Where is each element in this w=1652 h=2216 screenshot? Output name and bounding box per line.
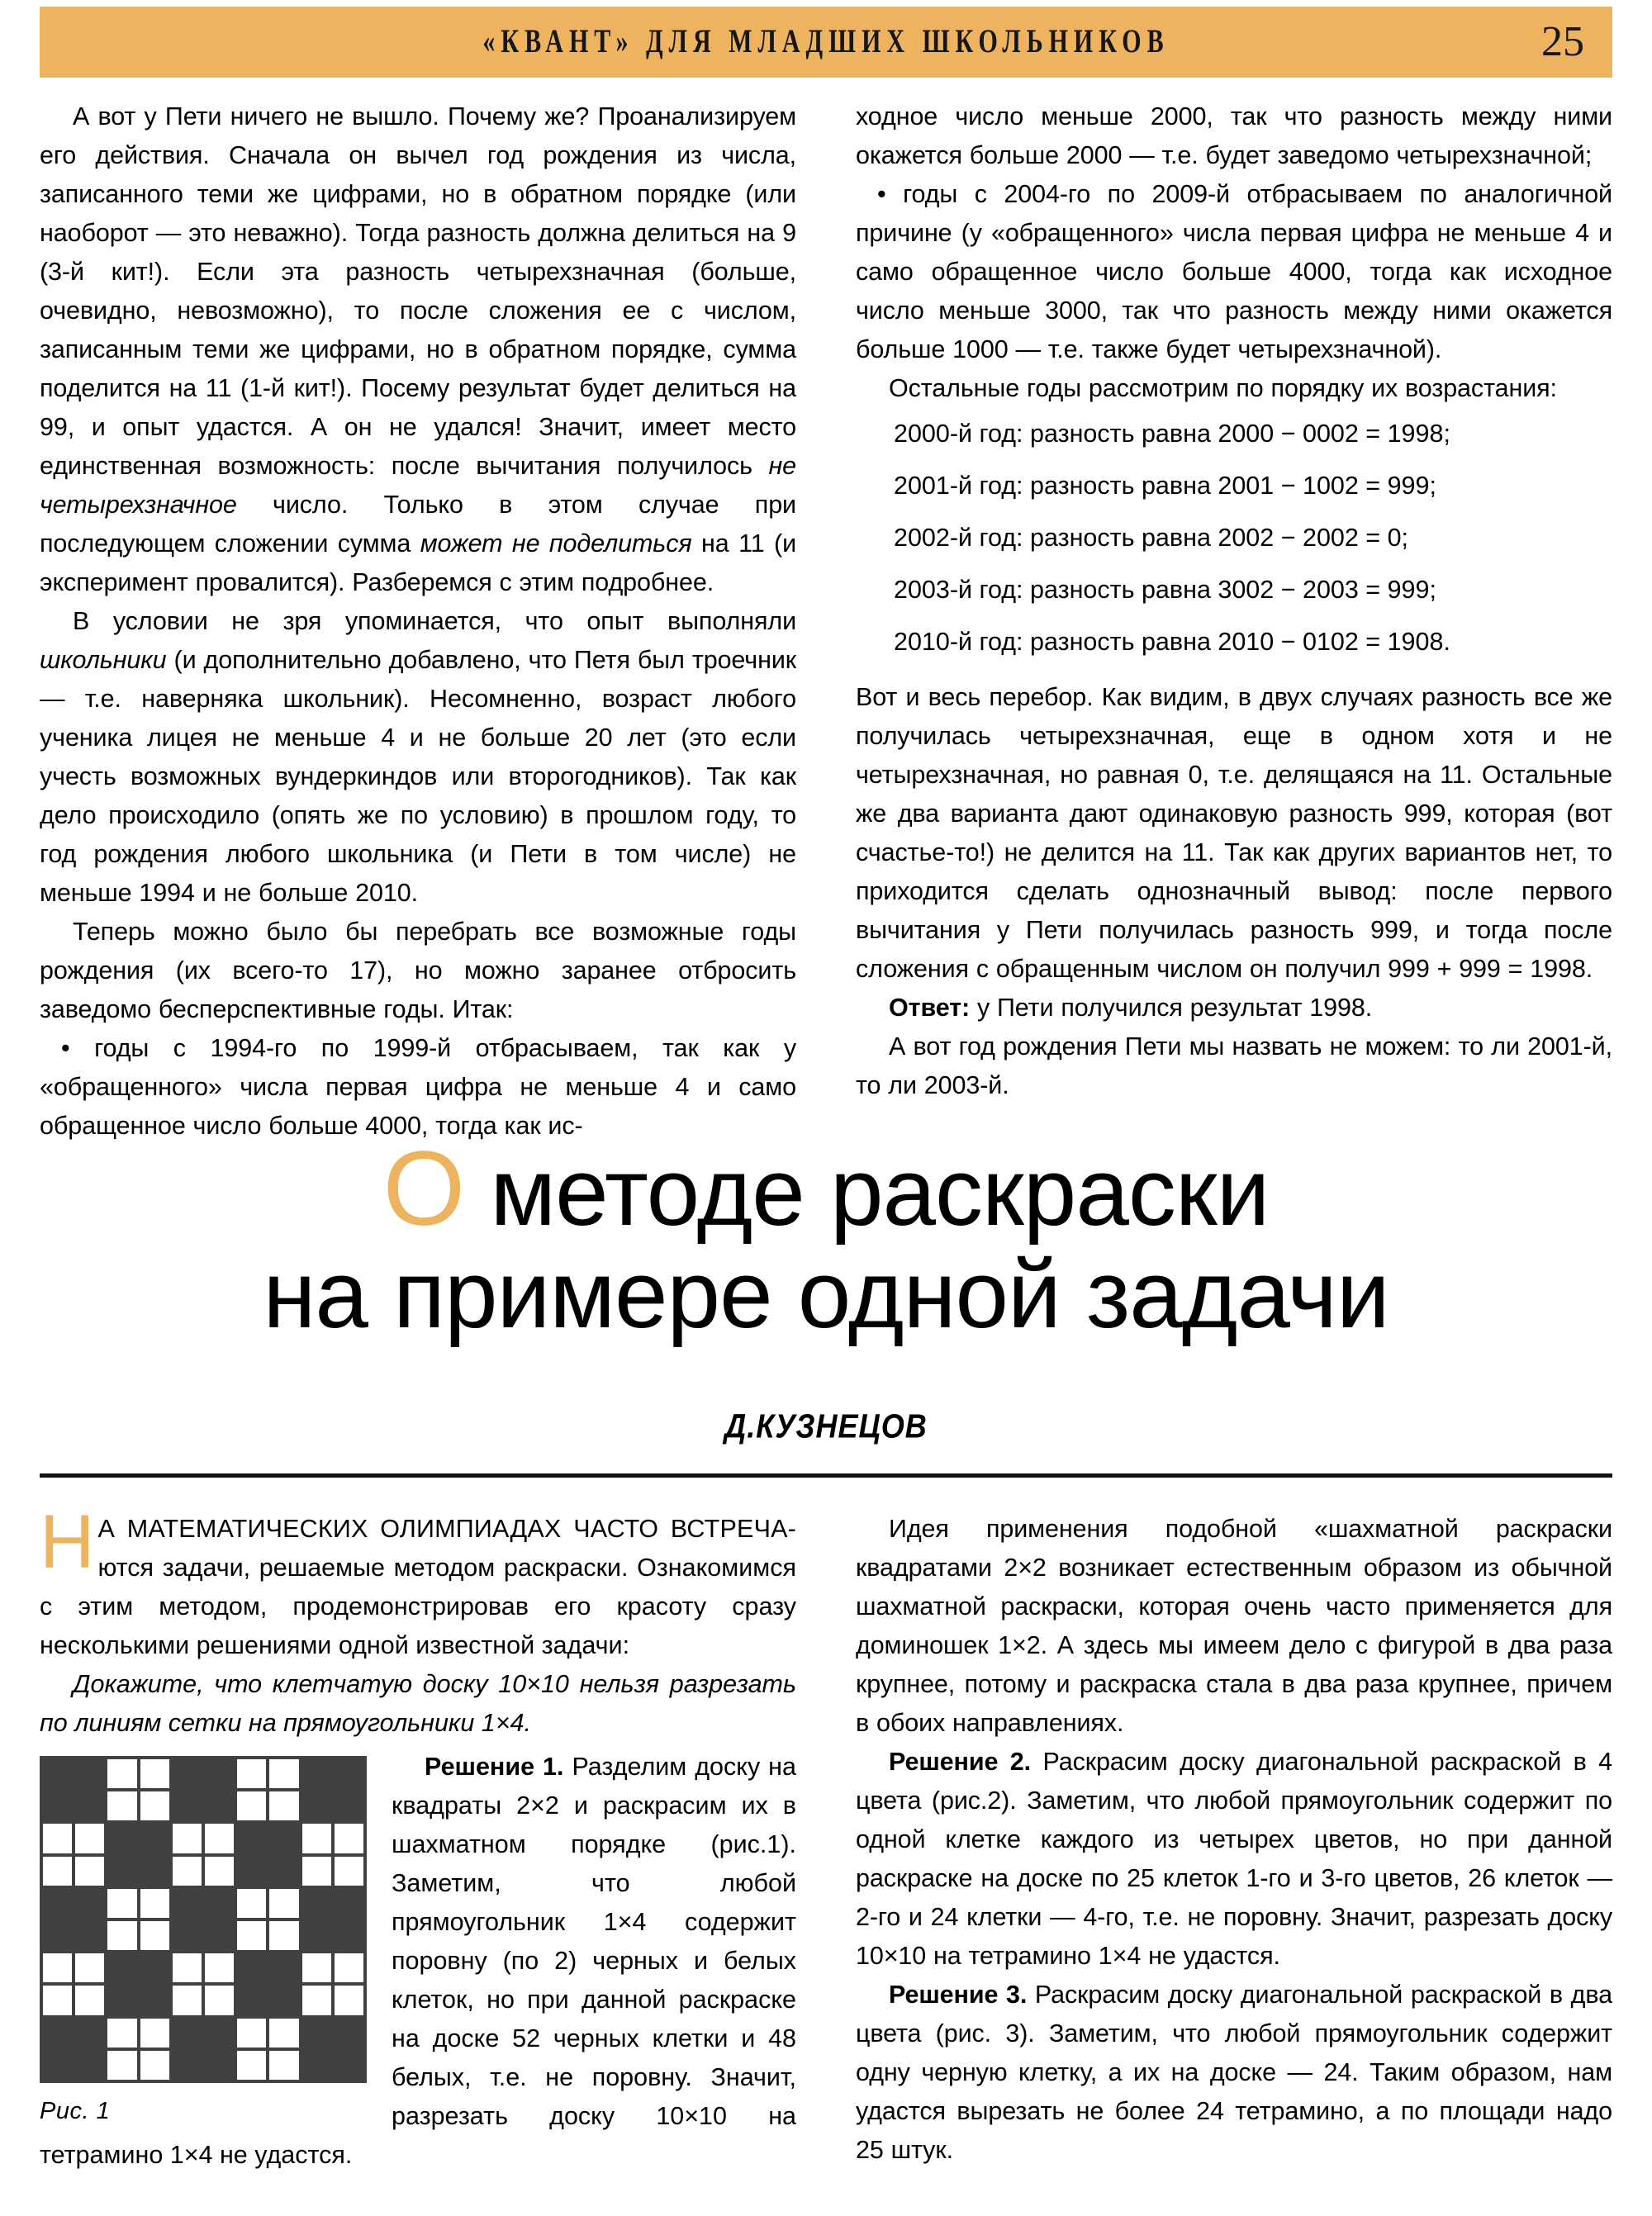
- board-cell: [41, 1952, 74, 1984]
- board-cell: [106, 1919, 138, 1952]
- board-cell: [301, 1758, 333, 1790]
- board-cell: [171, 2049, 203, 2081]
- board-cell: [139, 2049, 171, 2081]
- board-cell: [203, 2017, 235, 2049]
- equation-2002: 2002-й год: разность равна 2002 − 2002 = 0;: [894, 524, 1409, 552]
- board-cell: [268, 1984, 300, 2016]
- board-cell: [203, 1919, 235, 1952]
- board-cell: [106, 1790, 138, 1822]
- board-cell: [203, 1887, 235, 1919]
- paragraph-remaining-years: Остальные годы рассмотрим по порядку их возрастания:: [889, 374, 1557, 402]
- solution-3-paragraph: [856, 1976, 1612, 2170]
- board-cell: [268, 1855, 300, 1887]
- board-cell: [41, 1758, 74, 1790]
- board-cell: [74, 1822, 106, 1854]
- lead-paragraph: [40, 1500, 796, 1665]
- board-cell: [139, 1984, 171, 2016]
- board-cell: [301, 1952, 333, 1984]
- board-cell: [106, 1822, 138, 1854]
- para-analysis-italic2: может не поделиться: [420, 529, 692, 558]
- para-school-part1: В условии не зря упоминается, что опыт выполняли: [73, 607, 796, 635]
- figure-1: [40, 1756, 370, 2125]
- board-cell: [333, 1952, 365, 1984]
- title-line2: на примере одной задачи: [263, 1241, 1389, 1348]
- board-cell: [74, 1855, 106, 1887]
- board-cell: [268, 1758, 300, 1790]
- board-cell: [235, 1790, 268, 1822]
- paragraph-birth-year-unknown: А вот год рождения Пети мы назвать не можем: то ли 2001-й, то ли 2003-й.: [856, 1032, 1612, 1099]
- para-analysis-part3: на 11 (и эксперимент провалится). Разберемся с этим подробнее.: [40, 529, 796, 596]
- board-cell: [139, 2017, 171, 2049]
- board-cell: [139, 1855, 171, 1887]
- paragraph-schoolchildren: [40, 602, 796, 913]
- board-cell: [235, 1887, 268, 1919]
- board-cell: [74, 1984, 106, 2016]
- board-cell: [301, 1984, 333, 2016]
- dropcap-n: Н: [40, 1500, 95, 1584]
- paragraph-analysis: [40, 97, 796, 602]
- board-cell: [171, 1919, 203, 1952]
- board-cell: [333, 1758, 365, 1790]
- board-cell: [74, 2049, 106, 2081]
- board-cell: [106, 1855, 138, 1887]
- board-cell: [41, 2049, 74, 2081]
- answer-paragraph: [856, 989, 1612, 1027]
- board-cell: [333, 1790, 365, 1822]
- board-cell: [106, 2017, 138, 2049]
- board-cell: [41, 2017, 74, 2049]
- board-cell: [74, 1952, 106, 1984]
- board-cell: [235, 1855, 268, 1887]
- page-number: 25: [1541, 18, 1584, 65]
- answer-text: у Пети получился результат 1998.: [970, 994, 1373, 1022]
- para-school-italic: школьники: [40, 646, 167, 674]
- bullet-years-1994-1999: • годы с 1994-го по 1999-й отбрасываем, так как у «обращенного» числа первая цифра не меньше 4 и само обращенное число больше 4000, тогда как ис-: [40, 1034, 796, 1140]
- board-cell: [171, 1984, 203, 2016]
- equation-2000: 2000-й год: разность равна 2000 − 0002 = 1998;: [894, 420, 1450, 448]
- board-cell: [268, 1822, 300, 1854]
- title-dropcap-o: О: [382, 1130, 465, 1248]
- board-cell: [268, 1952, 300, 1984]
- board-cell: [235, 1822, 268, 1854]
- board-cell: [139, 1790, 171, 1822]
- board-cell: [203, 1758, 235, 1790]
- lead-smallcaps: А МАТЕМАТИЧЕСКИХ ОЛИМПИАДАХ ЧАСТО ВСТРЕЧА-: [97, 1515, 796, 1543]
- top-article-columns: [40, 97, 1612, 1146]
- board-cell: [106, 1758, 138, 1790]
- board-cell: [301, 1855, 333, 1887]
- lead-rest: ются задачи, решаемые методом раскраски. Ознакомимся с этим методом, продемонстрировав его красоту сразу несколькими решениями одной известной задачи:: [40, 1554, 796, 1659]
- board-cell: [139, 1887, 171, 1919]
- board-cell: [235, 1919, 268, 1952]
- equation-2001: 2001-й год: разность равна 2001 − 1002 = 999;: [894, 472, 1436, 500]
- board-cell: [41, 1855, 74, 1887]
- board-cell: [301, 1822, 333, 1854]
- board-cell: [203, 1952, 235, 1984]
- page-running-head: [40, 7, 1612, 78]
- para-analysis-part2: число. Только в этом случае при последующем сложении сумма: [40, 491, 796, 558]
- solution-3-text: Раскрасим доску диагональной раскраской в два цвета (рис. 3). Заметим, что любой прямоугольник содержит одну черную клетку, а их на доске — 24. Таким образом, нам удастся вырезать не более 24 тетрамино, а по площади надо 25 штук.: [856, 1981, 1612, 2164]
- equation-list: [856, 408, 1612, 668]
- paragraph-conclusion: Вот и весь перебор. Как видим, в двух случаях разность все же получилась четырехзначная, еще в одном хотя и не четырехзначная, но равная 0, т.е. делящаяся на 11. Остальные же два варианта дают одинаковую разность 999, которая (вот счастье-то!) не делится на 11. Так как других вариантов нет, то приходится сделать однозначный вывод: после первого вычитания у Пети получилась разность 999, и тогда после сложения с обращенным числом он получил 999 + 999 = 1998.: [856, 683, 1612, 983]
- board-cell: [171, 1790, 203, 1822]
- board-cell: [268, 1790, 300, 1822]
- top-article-left-column: [40, 97, 796, 1146]
- board-cell: [235, 1984, 268, 2016]
- board-cell: [301, 2049, 333, 2081]
- board-cell: [106, 1952, 138, 1984]
- board-cell: [333, 1822, 365, 1854]
- problem-statement: [40, 1665, 796, 1743]
- feature-author-byline: Д.КУЗНЕЦОВ: [724, 1407, 928, 1445]
- board-cell: [301, 1919, 333, 1952]
- board-cell: [333, 1855, 365, 1887]
- board-cell: [333, 2017, 365, 2049]
- paragraph-idea: Идея применения подобной «шахматной раскраски квадратами 2×2 возникает естественным образом из обычной шахматной раскраски, которая очень часто применяется для доминошек 1×2. А здесь мы имеем дело с фигурой в два раза крупнее, потому и раскраска стала в два раза крупнее, причем в обоих направлениях.: [856, 1515, 1612, 1737]
- figure-1-caption: Рис. 1: [40, 2098, 111, 2124]
- bottom-article-right-column: [856, 1510, 1612, 2175]
- board-cell: [74, 2017, 106, 2049]
- board-cell: [333, 1919, 365, 1952]
- board-cell: [203, 1822, 235, 1854]
- solution-2-label: Решение 2.: [889, 1748, 1032, 1776]
- board-cell: [41, 1790, 74, 1822]
- board-cell: [139, 1758, 171, 1790]
- board-cell: [106, 1984, 138, 2016]
- solution-2-paragraph: [856, 1743, 1612, 1976]
- equation-2010: 2010-й год: разность равна 2010 − 0102 = 1908.: [894, 628, 1450, 656]
- answer-label: Ответ:: [889, 994, 971, 1022]
- feature-article-title: [40, 1130, 1612, 1348]
- board-cell: [74, 1919, 106, 1952]
- chessboard-2x2-coloring: [40, 1756, 367, 2083]
- para-analysis-part1: А вот у Пети ничего не вышло. Почему же? Проанализируем его действия. Сначала он вычел год рождения из числа, записанного теми же цифрами, но в обратном порядке (или наоборот — это неважно). Тогда разность должна делиться на 9 (3-й кит!). Если эта разность четырехзначная (больше, очевидно, невозможно), то после сложения ее с числом, записанным теми же цифрами, но в обратном порядке, сумма поделится на 11 (1-й кит!). Посему результат будет делиться на 99, и опыт удастся. А он не удался! Значит, имеет место единственная возможность: после вычитания получилось: [40, 102, 796, 480]
- board-cell: [139, 1822, 171, 1854]
- board-cell: [333, 1887, 365, 1919]
- board-cell: [235, 2049, 268, 2081]
- board-cell: [171, 1855, 203, 1887]
- board-cell: [41, 1887, 74, 1919]
- board-cell: [203, 1790, 235, 1822]
- solution-2-text: Раскрасим доску диагональной раскраской в 4 цвета (рис.2). Заметим, что любой прямоугольник содержит по одной клетке каждого из четырех цветов, но при данной раскраске на доске по 25 клеток 1-го и 3-го цветов, 26 клеток — 2-го и 24 клетки — 4-го, т.е. не поровну. Значит, разрезать доску 10×10 на тетрамино 1×4 не удастся.: [856, 1748, 1612, 1970]
- board-cell: [106, 2049, 138, 2081]
- paragraph-enumerate-years: Теперь можно было бы перебрать все возможные годы рождения (их всего-то 17), но можно заранее отбросить заведомо бесперспективные годы. Итак:: [40, 918, 796, 1023]
- title-line1: методе раскраски: [464, 1138, 1270, 1246]
- board-cell: [203, 1855, 235, 1887]
- top-article-right-column: [856, 97, 1612, 1146]
- board-cell: [74, 1887, 106, 1919]
- bottom-article-left-column: [40, 1500, 796, 2175]
- board-cell: [171, 1758, 203, 1790]
- horizontal-rule-divider: [40, 1473, 1612, 1478]
- paragraph-continuation: ходное число меньше 2000, так что разность между ними окажется больше 2000 — т.е. будет заведомо четырехзначной;: [856, 102, 1612, 169]
- board-cell: [235, 2017, 268, 2049]
- solution-3-label: Решение 3.: [889, 1981, 1028, 2009]
- board-cell: [139, 1919, 171, 1952]
- board-cell: [203, 1984, 235, 2016]
- equation-2003: 2003-й год: разность равна 3002 − 2003 = 999;: [894, 576, 1436, 604]
- figure-and-text-wrap: [40, 1748, 796, 2175]
- board-cell: [171, 2017, 203, 2049]
- board-cell: [333, 1984, 365, 2016]
- board-cell: [171, 1887, 203, 1919]
- para-school-part2: (и дополнительно добавлено, что Петя был троечник — т.е. наверняка школьник). Несомненно, возраст любого ученика лицея не меньше 4 и не больше 20 лет (это если учесть возможных вундеркиндов или второгодников). Так как дело происходило (опять же по условию) в прошлом году, то год рождения любого школьника (и Пети в том числе) не меньше 1994 и не больше 2010.: [40, 646, 796, 907]
- board-cell: [301, 1887, 333, 1919]
- board-cell: [203, 2049, 235, 2081]
- board-cell: [171, 1822, 203, 1854]
- board-cell: [301, 1790, 333, 1822]
- solution-1-text: Разделим доску на квадраты 2×2 и раскрасим их в шахматном порядке (рис.1). Заметим, что любой прямоугольник 1×4 содержит поровну (по 2) черных и белых клеток, но при данной раскраске на доске 52 черных клетки и 48 белых, т.е. не поровну. Значит, разрезать доску 10×10 на тетрамино 1×4 не удастся.: [40, 1753, 796, 2169]
- bottom-article-columns: [40, 1500, 1612, 2175]
- board-cell: [268, 1887, 300, 1919]
- board-cell: [268, 1919, 300, 1952]
- problem-statement-text: Докажите, что клетчатую доску 10×10 нельзя разрезать по линиям сетки на прямоугольники 1×4.: [40, 1670, 796, 1737]
- board-cell: [301, 2017, 333, 2049]
- para-analysis-italic1: не четырехзначное: [40, 452, 796, 519]
- board-cell: [333, 2049, 365, 2081]
- board-cell: [41, 1984, 74, 2016]
- board-cell: [139, 1952, 171, 1984]
- solution-1-label: Решение 1.: [425, 1753, 564, 1781]
- board-cell: [41, 1919, 74, 1952]
- running-head-title: «КВАНТ» ДЛЯ МЛАДШИХ ШКОЛЬНИКОВ: [482, 23, 1170, 60]
- board-cell: [106, 1887, 138, 1919]
- board-cell: [235, 1758, 268, 1790]
- board-cell: [74, 1790, 106, 1822]
- board-cell: [268, 2017, 300, 2049]
- bullet-years-2004-2009: • годы с 2004-го по 2009-й отбрасываем по аналогичной причине (у «обращенного» числа первая цифра не меньше 4 и само обращенное число больше 4000, тогда как исходное число меньше 3000, так что разность между ними окажется больше 1000 — т.е. также будет четырехзначной).: [856, 180, 1612, 363]
- board-cell: [268, 2049, 300, 2081]
- board-cell: [74, 1758, 106, 1790]
- board-cell: [235, 1952, 268, 1984]
- board-cell: [41, 1822, 74, 1854]
- board-cell: [171, 1952, 203, 1984]
